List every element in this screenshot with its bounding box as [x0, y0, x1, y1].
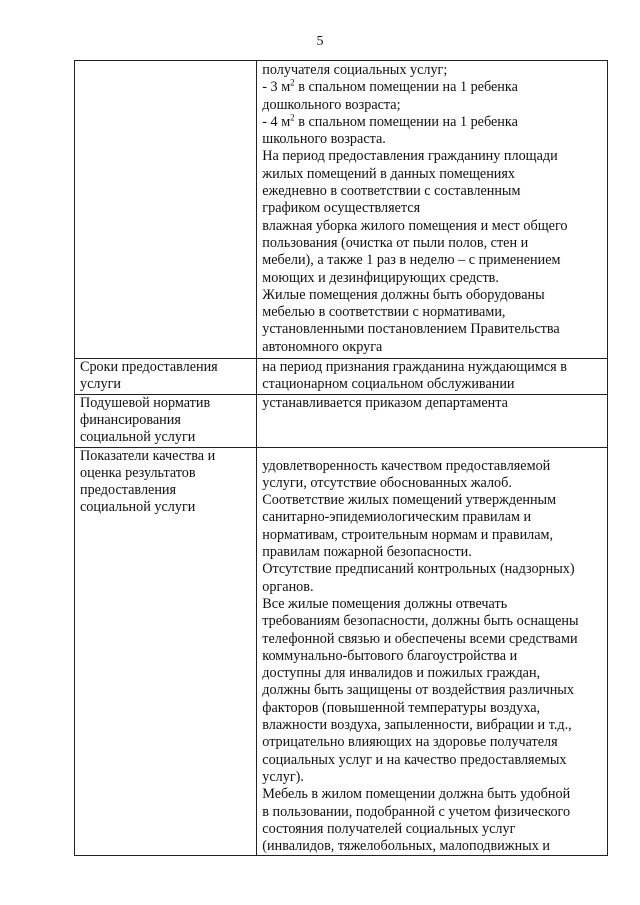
content-line: Жилые помещения должны быть оборудованы: [262, 286, 545, 303]
content-line: услуг).: [262, 768, 304, 785]
label-line: социальной услуги: [80, 429, 196, 446]
service-standard-table: [74, 60, 608, 856]
content-line: коммунально-бытового благоустройства и: [262, 647, 518, 664]
label-line: услуги: [80, 376, 121, 393]
label-line: оценка результатов: [80, 464, 196, 481]
area-norm-line: - 3 $м^2$ в спальном помещении на 1 ребенка: [262, 77, 518, 96]
row-label: [75, 394, 257, 447]
content-line: санитарно-эпидемиологическим правилам и: [262, 509, 532, 526]
content-line: органов.: [262, 578, 314, 595]
table-row: [75, 394, 608, 447]
content-line: устанавливается приказом департамента: [262, 394, 508, 411]
content-line: нормативам, строительным нормам и правилам,: [262, 526, 554, 543]
label-line: финансирования: [80, 411, 181, 428]
content-line: Мебель в жилом помещении должна быть удобной: [262, 786, 571, 803]
label-line: социальной услуги: [80, 499, 196, 516]
content-line: правилам пожарной безопасности.: [262, 544, 472, 561]
content-line: получателя социальных услуг;: [262, 62, 448, 78]
content-line: социальных услуг и на качество предоставляемых: [262, 751, 567, 768]
content-line: дошкольного возраста;: [262, 96, 401, 113]
content-line: телефонной связью и обеспечены всеми средствами: [262, 630, 578, 647]
row-content: [257, 359, 608, 395]
content-line: услуги, отсутствие обоснованных жалоб.: [262, 474, 512, 491]
label-line: предоставления: [80, 482, 177, 499]
content-line: Отсутствие предписаний контрольных (надзорных): [262, 561, 575, 578]
content-line: на период признания гражданина нуждающимся в: [262, 359, 567, 375]
row-label: [75, 359, 257, 395]
content-line: факторов (повышенной температуры воздуха,: [262, 699, 541, 716]
content-line: графиком осуществляется: [262, 200, 421, 217]
label-line: Подушевой норматив: [80, 394, 211, 411]
content-line: На период предоставления гражданину площади: [262, 148, 558, 165]
content-line: влажная уборка жилого помещения и мест общего: [262, 217, 568, 234]
content-line: школьного возраста.: [262, 131, 386, 148]
content-line: состояния получателей социальных услуг: [262, 820, 516, 837]
row-content: [257, 394, 608, 447]
content-line: Все жилые помещения должны отвечать: [262, 595, 508, 612]
content-line: требованиям безопасности, должны быть оснащены: [262, 613, 579, 630]
content-line: мебелью в соответствии с нормативами,: [262, 304, 506, 321]
page-number: 5: [316, 34, 324, 49]
content-line: удовлетворенность качеством предоставляемой: [262, 457, 551, 474]
row-content: [257, 447, 608, 856]
content-line: установленными постановлением Правительства: [262, 321, 560, 338]
content-line: должны быть защищены от воздействия различных: [262, 682, 574, 699]
label-line: Показатели качества и: [80, 447, 216, 464]
row-label: [75, 61, 257, 359]
content-line: автономного округа: [262, 338, 383, 355]
content-line: моющих и дезинфицирующих средств.: [262, 269, 499, 286]
content-line: влажности воздуха, запыленности, вибрации и т.д.,: [262, 717, 572, 734]
table-row: [75, 447, 608, 856]
row-content: [257, 61, 608, 359]
row-label: [75, 447, 257, 856]
area-norm-line: - 4 $м^2$ в спальном помещении на 1 ребенка: [262, 112, 518, 130]
content-line: мебели), а также 1 раз в неделю – с применением: [262, 252, 561, 269]
content-line: доступны для инвалидов и пожилых граждан,: [262, 665, 541, 682]
content-line: жилых помещений в данных помещениях: [262, 165, 516, 182]
content-line: Соответствие жилых помещений утвержденным: [262, 492, 557, 509]
table-row: [75, 359, 608, 395]
content-line: стационарном социальном обслуживании: [262, 376, 515, 393]
content-line: (инвалидов, тяжелобольных, малоподвижных и: [262, 838, 550, 855]
content-line: пользования (очистка от пыли полов, стен и: [262, 234, 529, 251]
content-line: отрицательно влияющих на здоровье получателя: [262, 734, 558, 751]
table-row: [75, 61, 608, 359]
content-line: в пользовании, подобранной с учетом физического: [262, 803, 571, 820]
label-line: Сроки предоставления: [80, 359, 218, 375]
content-line: ежедневно в соответствии с составленным: [262, 183, 521, 200]
